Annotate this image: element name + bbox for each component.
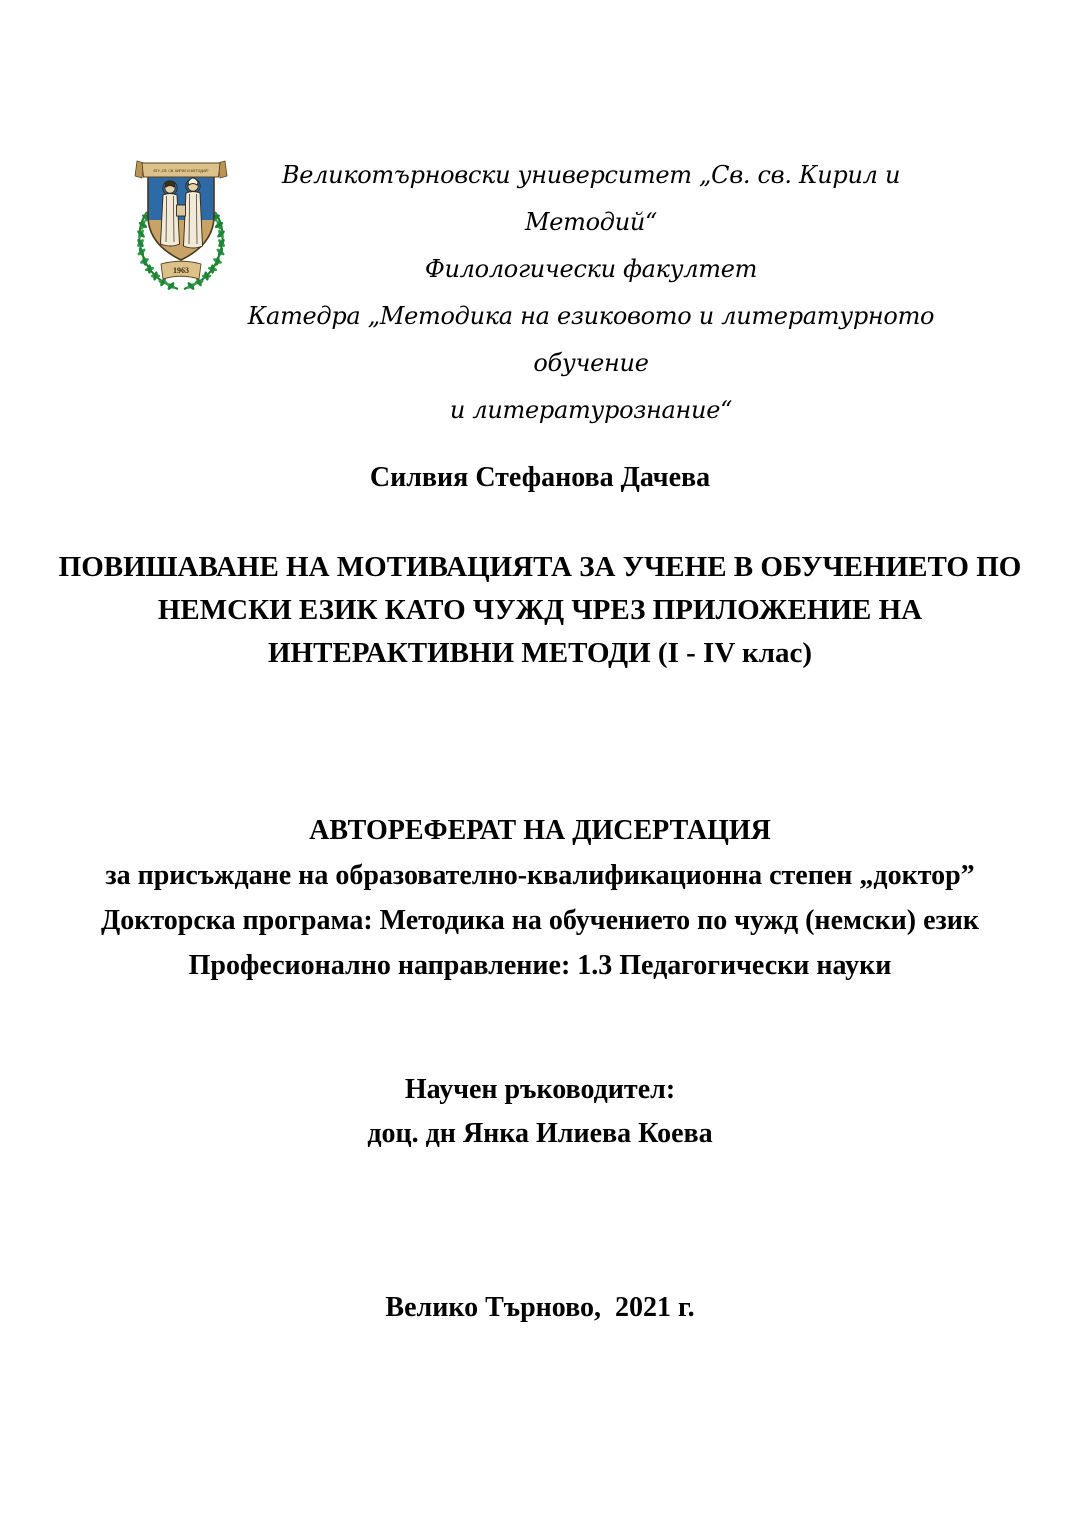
- faculty-name: Филологически факултет: [424, 255, 758, 283]
- university-emblem-graphic: [130, 158, 232, 294]
- abstract-heading: АВТОРЕФЕРАТ НА ДИСЕРТАЦИЯ: [309, 815, 771, 846]
- place-and-year: Велико Търново, 2021 г.: [385, 1292, 695, 1323]
- university-name: Великотърновски университет „Св. св. Кирил и Методий“: [281, 161, 901, 236]
- title-line-2: НЕМСКИ ЕЗИК КАТО ЧУЖД ЧРЕЗ ПРИЛОЖЕНИЕ НА: [157, 594, 923, 626]
- emblem-banner-text: ВТУ „СВ. СВ. КИРИЛ И МЕТОДИЙ“: [153, 169, 209, 174]
- title-line-3: ИНТЕРАКТИВНИ МЕТОДИ (I - IV клас): [268, 637, 812, 669]
- dissertation-title: [40, 546, 1040, 675]
- author-name: Силвия Стефанова Дачева: [369, 462, 711, 493]
- department-name-line-2: и литературознание“: [449, 396, 733, 424]
- professional-field-line: Професионално направление: 1.3 Педагогически науки: [188, 950, 892, 981]
- emblem-year-ribbon: [161, 261, 201, 279]
- emblem-top-banner: [135, 161, 227, 178]
- university-header: [233, 152, 949, 434]
- degree-line: за присъждане на образователно-квалификационна степен „доктор”: [105, 860, 975, 891]
- university-emblem: [130, 158, 232, 294]
- abstract-block: [40, 808, 1040, 988]
- emblem-year-text: 1963: [173, 266, 189, 275]
- title-line-1: ПОВИШАВАНЕ НА МОТИВАЦИЯТА ЗА УЧЕНЕ В ОБУЧЕНИЕТО ПО: [58, 551, 1022, 583]
- supervisor-label: Научен ръководител:: [404, 1074, 676, 1105]
- supervisor-block: [0, 1068, 1080, 1156]
- doctoral-program-line: Докторска програма: Методика на обучението по чужд (немски) език: [100, 905, 980, 936]
- department-name-line-1: Катедра „Методика на езиковото и литературното обучение: [247, 302, 935, 377]
- supervisor-name: доц. дн Янка Илиева Коева: [367, 1118, 713, 1149]
